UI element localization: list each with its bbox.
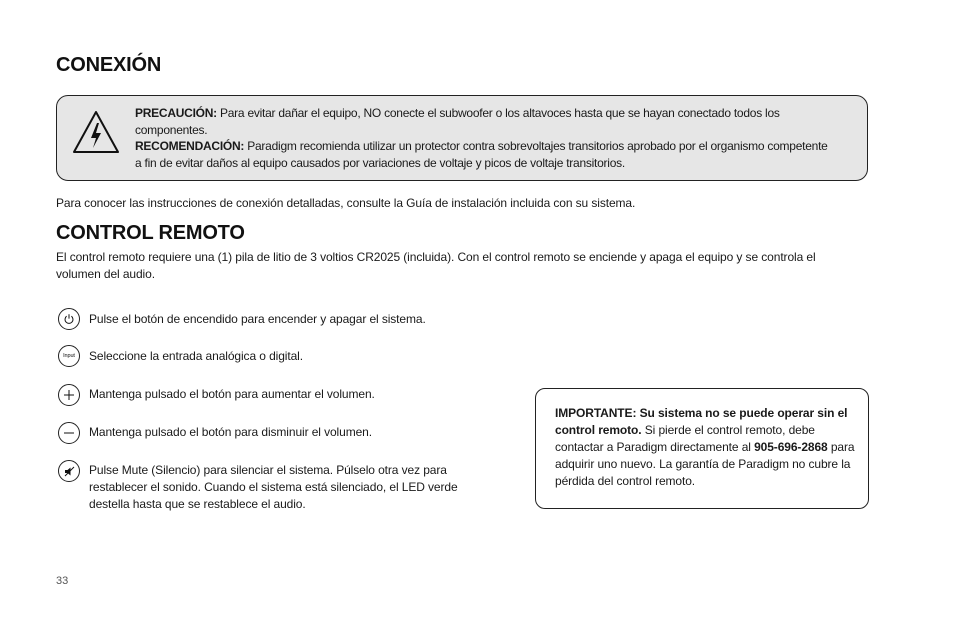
caution-label: PRECAUCIÓN: xyxy=(135,106,217,120)
recommendation-label: RECOMENDACIÓN: xyxy=(135,139,245,153)
minus-icon xyxy=(58,422,80,444)
remote-paragraph: El control remoto requiere una (1) pila de litio de 3 voltios CR2025 (incluida). Con el control remoto se enciende y apaga el equipo y se controla el volumen del audio. xyxy=(56,250,816,281)
page-number: 33 xyxy=(56,575,69,587)
remote-item-minus-text: Mantenga pulsado el botón para disminuir el volumen. xyxy=(89,425,372,439)
remote-item-plus-text: Mantenga pulsado el botón para aumentar el volumen. xyxy=(89,387,375,401)
connection-paragraph: Para conocer las instrucciones de conexión detalladas, consulte la Guía de instalación incluida con su sistema. xyxy=(56,196,636,210)
remote-item-input-text: Seleccione la entrada analógica o digital. xyxy=(89,349,303,363)
important-lead: IMPORTANTE: Su sistema no se puede operar sin el control remoto. xyxy=(555,406,848,437)
power-icon xyxy=(58,308,80,330)
recommendation-text: Paradigm recomienda utilizar un protector contra sobrevoltajes transitorios aprobado por el organismo competente a fin de evitar daños al equipo causados por variaciones de voltaje y picos de voltaje transitorios. xyxy=(135,139,828,170)
warning-icon xyxy=(70,108,122,156)
important-phone: 905-696-2868 xyxy=(754,440,828,454)
section-title-control-remoto: CONTROL REMOTO xyxy=(56,222,245,244)
important-text xyxy=(555,405,855,490)
input-icon xyxy=(58,345,80,367)
important-text-2: para adquirir uno nuevo. La garantía de Paradigm no cubre la pérdida del control remoto. xyxy=(555,440,855,488)
section-title-conexion: CONEXIÓN xyxy=(56,54,162,76)
remote-item-power-text: Pulse el botón de encendido para encender y apagar el sistema. xyxy=(89,312,426,326)
remote-item-mute-text: Pulse Mute (Silencio) para silenciar el sistema. Púlselo otra vez para restablecer el sonido. Cuando el sistema está silenciado, el LED verde destella hasta que se restablece el audio. xyxy=(89,463,458,511)
input-icon-label: Input xyxy=(63,353,75,359)
mute-icon xyxy=(58,460,80,482)
plus-icon xyxy=(58,384,80,406)
important-text-1: Si pierde el control remoto, debe contactar a Paradigm directamente al xyxy=(555,423,815,454)
caution-text: Para evitar dañar el equipo, NO conecte el subwoofer o los altavoces hasta que se hayan conectado todos los componentes. xyxy=(135,106,780,137)
warning-text xyxy=(135,105,835,171)
